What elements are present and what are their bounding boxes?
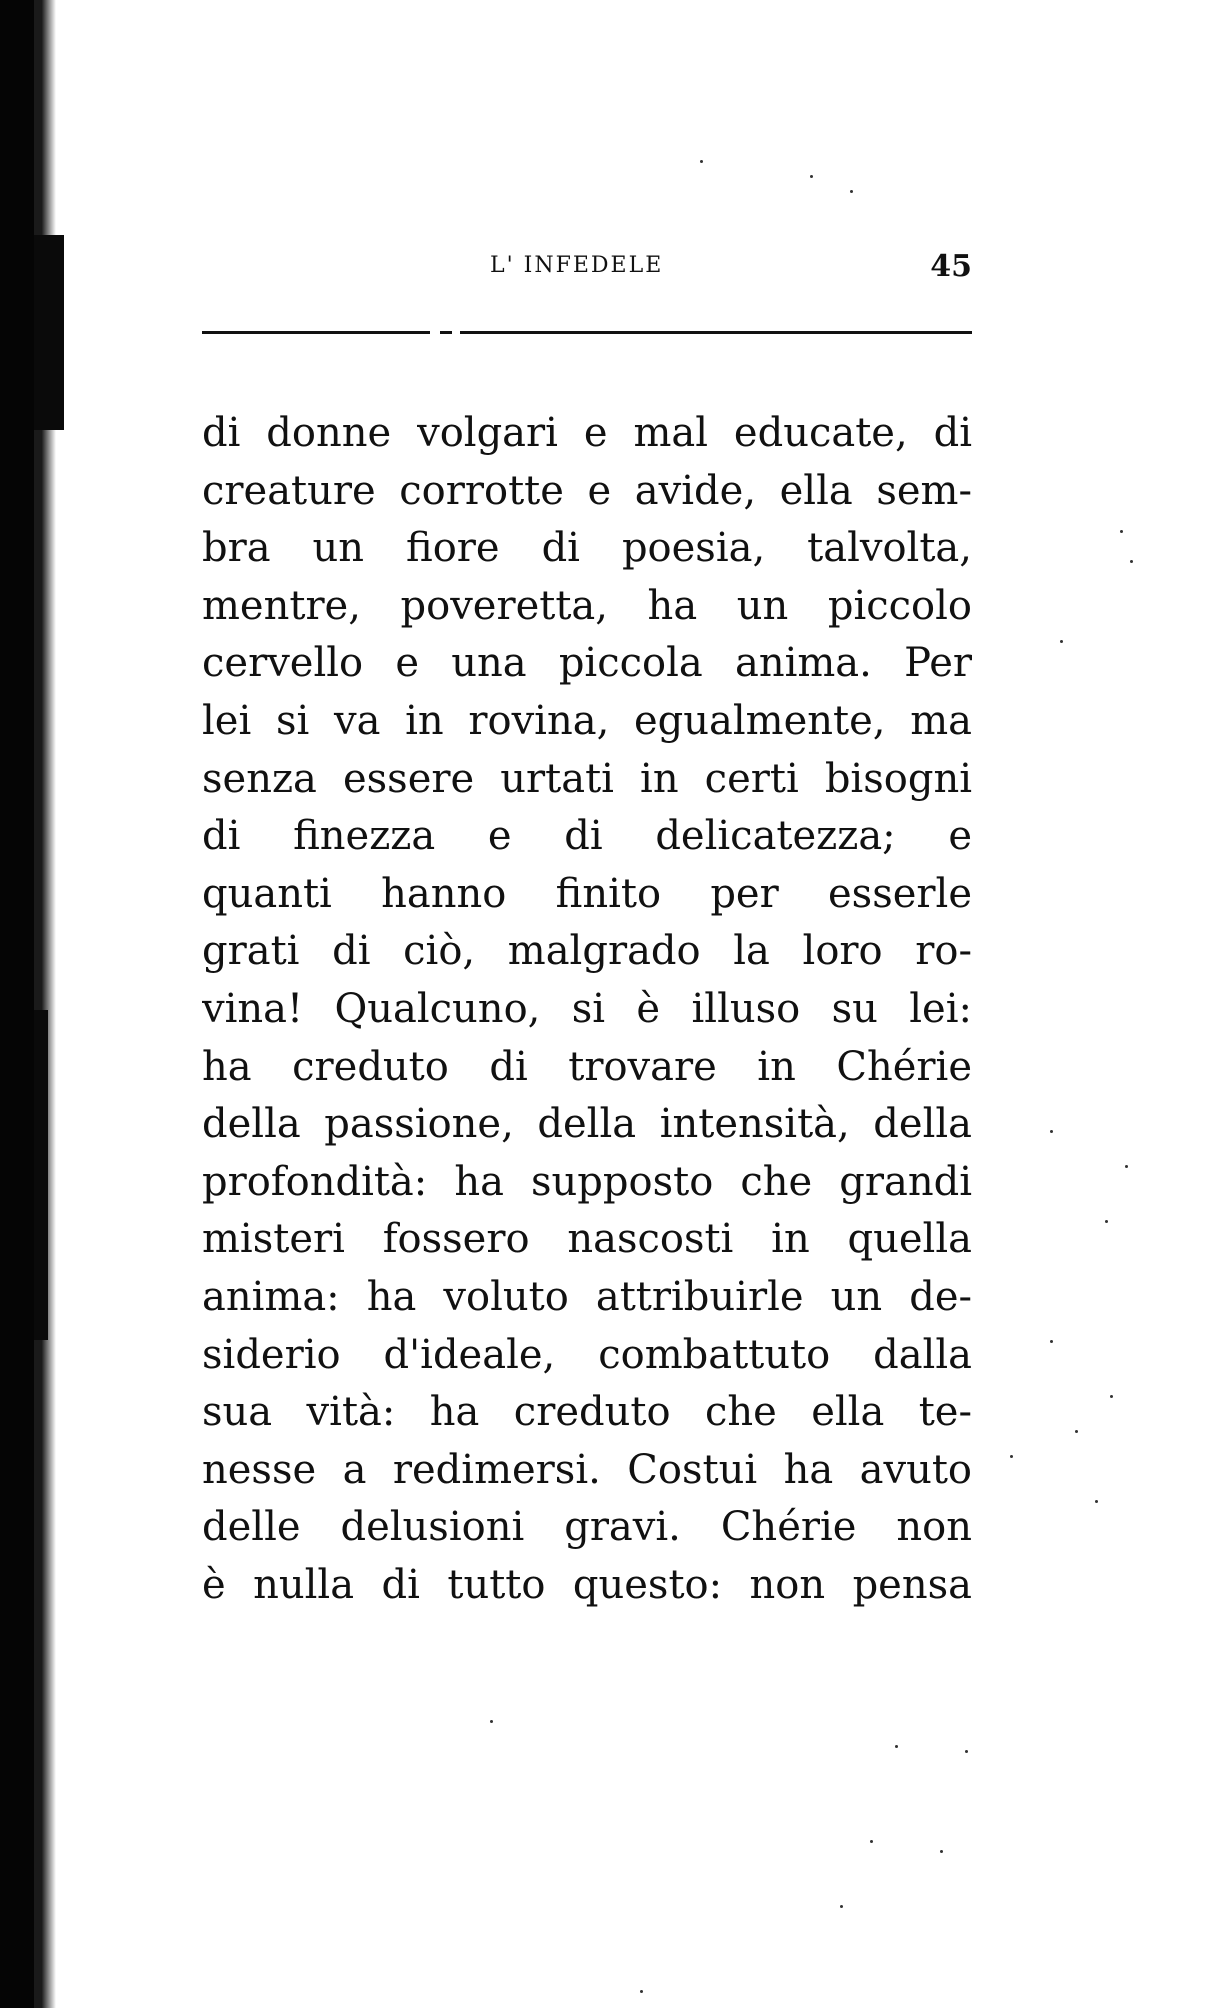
scan-speck bbox=[1110, 1395, 1113, 1398]
scan-speck bbox=[700, 160, 703, 163]
scan-speck bbox=[1125, 1165, 1128, 1168]
text-line: cervello e una piccola anima. Per bbox=[202, 640, 972, 687]
text-line: profondità: ha supposto che grandi bbox=[202, 1158, 972, 1205]
text-line: vina! Qualcuno, si è illuso su lei: bbox=[202, 985, 972, 1032]
scan-speck bbox=[870, 1840, 873, 1843]
text-line: di donne volgari e mal educate, di bbox=[202, 410, 972, 456]
text-line: siderio d'ideale, combattuto dalla bbox=[202, 1331, 972, 1378]
scan-speck bbox=[1050, 1130, 1053, 1133]
text-line: quanti hanno finito per esserle bbox=[202, 870, 972, 917]
text-line: di finezza e di delicatezza; e bbox=[202, 813, 972, 860]
scan-speck bbox=[1120, 530, 1123, 533]
text-line: creature corrotte e avide, ella sem- bbox=[202, 467, 972, 514]
scan-speck bbox=[1105, 1220, 1108, 1223]
scan-speck bbox=[1095, 1500, 1098, 1503]
text-line: lei si va in rovina, egualmente, ma bbox=[202, 697, 972, 744]
body-text bbox=[202, 405, 972, 1614]
book-spine-shadow bbox=[0, 0, 34, 2008]
text-line: nesse a redimersi. Costui ha avuto bbox=[202, 1446, 972, 1493]
scan-speck bbox=[895, 1745, 898, 1748]
header-rule bbox=[440, 331, 452, 334]
scan-speck bbox=[940, 1850, 943, 1853]
scan-speck bbox=[840, 1905, 843, 1908]
text-line: misteri fossero nascosti in quella bbox=[202, 1216, 972, 1263]
text-line: della passione, della intensità, della bbox=[202, 1101, 972, 1148]
header-rule bbox=[202, 331, 430, 334]
text-line: senza essere urtati in certi bisogni bbox=[202, 755, 972, 802]
text-line: è nulla di tutto questo: non pensa bbox=[202, 1561, 972, 1608]
scan-speck bbox=[850, 190, 853, 193]
scan-speck bbox=[810, 175, 813, 178]
spine-notch bbox=[34, 1010, 48, 1340]
text-line: delle delusioni gravi. Chérie non bbox=[202, 1504, 972, 1551]
scan-speck bbox=[1060, 640, 1063, 643]
running-title: L' INFEDELE bbox=[490, 253, 664, 278]
scan-speck bbox=[640, 1990, 643, 1993]
scan-speck bbox=[1075, 1430, 1078, 1433]
text-line: grati di ciò, malgrado la loro ro- bbox=[202, 928, 972, 975]
spine-notch bbox=[34, 235, 64, 430]
page-number: 45 bbox=[930, 249, 972, 284]
text-line: mentre, poveretta, ha un piccolo bbox=[202, 582, 972, 629]
scan-speck bbox=[1010, 1455, 1013, 1458]
running-head bbox=[200, 249, 972, 293]
text-line: anima: ha voluto attribuirle un de- bbox=[202, 1273, 972, 1320]
scan-speck bbox=[1050, 1340, 1053, 1343]
text-line: bra un fiore di poesia, talvolta, bbox=[202, 525, 972, 572]
scan-speck bbox=[1130, 560, 1133, 563]
scan-speck bbox=[965, 1750, 968, 1753]
text-line: sua vità: ha creduto che ella te- bbox=[202, 1389, 972, 1436]
header-rule bbox=[460, 331, 972, 334]
text-line: ha creduto di trovare in Chérie bbox=[202, 1043, 972, 1090]
scan-speck bbox=[490, 1720, 493, 1723]
